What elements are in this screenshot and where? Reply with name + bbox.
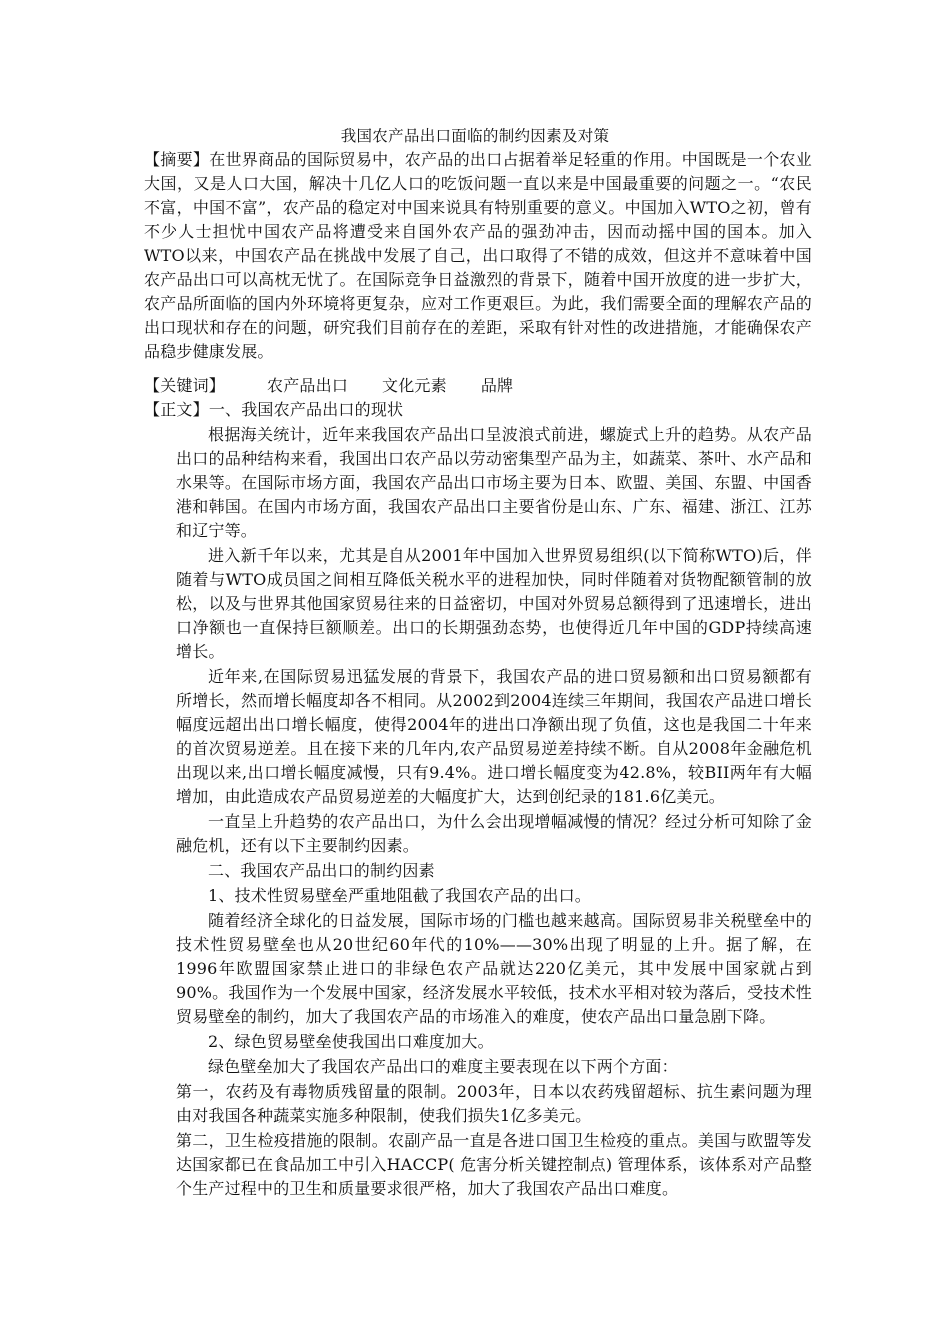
- body-paragraph: 进入新千年以来，尤其是自从2001年中国加入世界贸易组织(以下简称WTO)后，伴随着与WTO成员国之间相互降低关税水平的进程加快，同时伴随着对货物配额管制的放松，以及与世界其他国家贸易往来的日益密切，中国对外贸易总额得到了迅速增长，进出口净额也一直保持巨额顺差。出口的长期强劲态势，也使得近几年中国的GDP持续高速增长。: [176, 546, 812, 661]
- abstract-label: 【摘要】: [144, 150, 210, 169]
- section-heading: 二、我国农产品出口的制约因素: [208, 861, 435, 880]
- subsection-heading: 1、技术性贸易壁垒严重地阻截了我国农产品的出口。: [208, 886, 591, 905]
- keyword: 农产品出口: [267, 376, 349, 395]
- point-text: 第一，农药及有毒物质残留量的限制。2003年，日本以农药残留超标、抗生素问题为理由对我国各种蔬菜实施多种限制，使我们损失1亿多美元。: [176, 1082, 812, 1125]
- keyword: 文化元素: [382, 376, 447, 395]
- body-label: 【正文】: [144, 400, 209, 419]
- keywords-line: [144, 374, 812, 398]
- keywords-label: 【关键词】: [144, 376, 226, 395]
- body-paragraph: [144, 1129, 812, 1201]
- body-start-line: [144, 398, 812, 422]
- body-paragraph: 根据海关统计，近年来我国农产品出口呈波浪式前进，螺旋式上升的趋势。从农产品出口的品种结构来看，我国出口农产品以劳动密集型产品为主，如蔬菜、茶叶、水产品和水果等。在国际市场方面，我国农产品出口市场主要为日本、欧盟、美国、东盟、中国香港和韩国。在国内市场方面，我国农产品出口主要省份是山东、广东、福建、浙江、江苏和辽宁等。: [176, 425, 812, 540]
- abstract: [144, 148, 812, 364]
- abstract-text: 在世界商品的国际贸易中，农产品的出口占据着举足轻重的作用。中国既是一个农业大国，又是人口大国，解决十几亿人口的吃饭问题一直以来是中国最重要的问题之一。“农民不富，中国不富”，农产品的稳定对中国来说具有特别重要的意义。中国加入WTO之初，曾有不少人士担忧中国农产品将遭受来自国外农产品的强劲冲击，因而动摇中国的国本。加入WTO以来，中国农产品在挑战中发展了自己，出口取得了不错的成效，但这并不意味着中国农产品出口可以高枕无忧了。在国际竞争日益激烈的背景下，随着中国开放度的进一步扩大，农产品所面临的国内外环境将更复杂，应对工作更艰巨。为此，我们需要全面的理解农产品的出口现状和存在的问题，研究我们目前存在的差距，采取有针对性的改进措施，才能确保农产品稳步健康发展。: [144, 150, 812, 361]
- body-paragraph: [144, 1080, 812, 1128]
- body-paragraph: 随着经济全球化的日益发展，国际市场的门槛也越来越高。国际贸易非关税壁垒中的技术性贸易壁垒也从20世纪60年代的10%——30%出现了明显的上升。据了解，在1996年欧盟国家禁止进口的非绿色农产品就达220亿美元，其中发展中国家就占到90%。我国作为一个发展中国家，经济发展水平较低，技术水平相对较为落后，受技术性贸易壁垒的制约，加大了我国农产品的市场准入的难度，使农产品出口量急剧下降。: [176, 911, 812, 1026]
- main-body: [176, 423, 812, 1202]
- subsection-heading: 2、绿色贸易壁垒使我国出口难度加大。: [208, 1032, 494, 1051]
- section-heading: 一、我国农产品出口的现状: [208, 400, 404, 419]
- point-text: 第二，卫生检疫措施的限制。农副产品一直是各进口国卫生检疫的重点。美国与欧盟等发达国家都已在食品加工中引入HACCP( 危害分析关键控制点) 管理体系，该体系对产品整个生产过程中的卫生和质量要求很严格，加大了我国农产品出口难度。: [176, 1131, 813, 1198]
- keyword: 品牌: [480, 376, 514, 395]
- body-paragraph: 绿色壁垒加大了我国农产品出口的难度主要表现在以下两个方面：: [208, 1057, 678, 1076]
- page-title: 我国农产品出口面临的制约因素及对策: [340, 127, 610, 145]
- body-paragraph: 一直呈上升趋势的农产品出口，为什么会出现增幅减慢的情况？经过分析可知除了金融危机，还有以下主要制约因素。: [176, 812, 812, 855]
- body-paragraph: 近年来,在国际贸易迅猛发展的背景下，我国农产品的进口贸易额和出口贸易额都有所增长，然而增长幅度却各不相同。从2002到2004连续三年期间，我国农产品进口增长幅度远超出出口增长幅度，使得2004年的进出口净额出现了负值，这也是我国二十年来的首次贸易逆差。且在接下来的几年内,农产品贸易逆差持续不断。自从2008年金融危机出现以来,出口增长幅度减慢，只有9.4%。进口增长幅度变为42.8%，较BII两年有大幅增加，由此造成农产品贸易逆差的大幅度扩大，达到创纪录的181.6亿美元。: [176, 667, 812, 806]
